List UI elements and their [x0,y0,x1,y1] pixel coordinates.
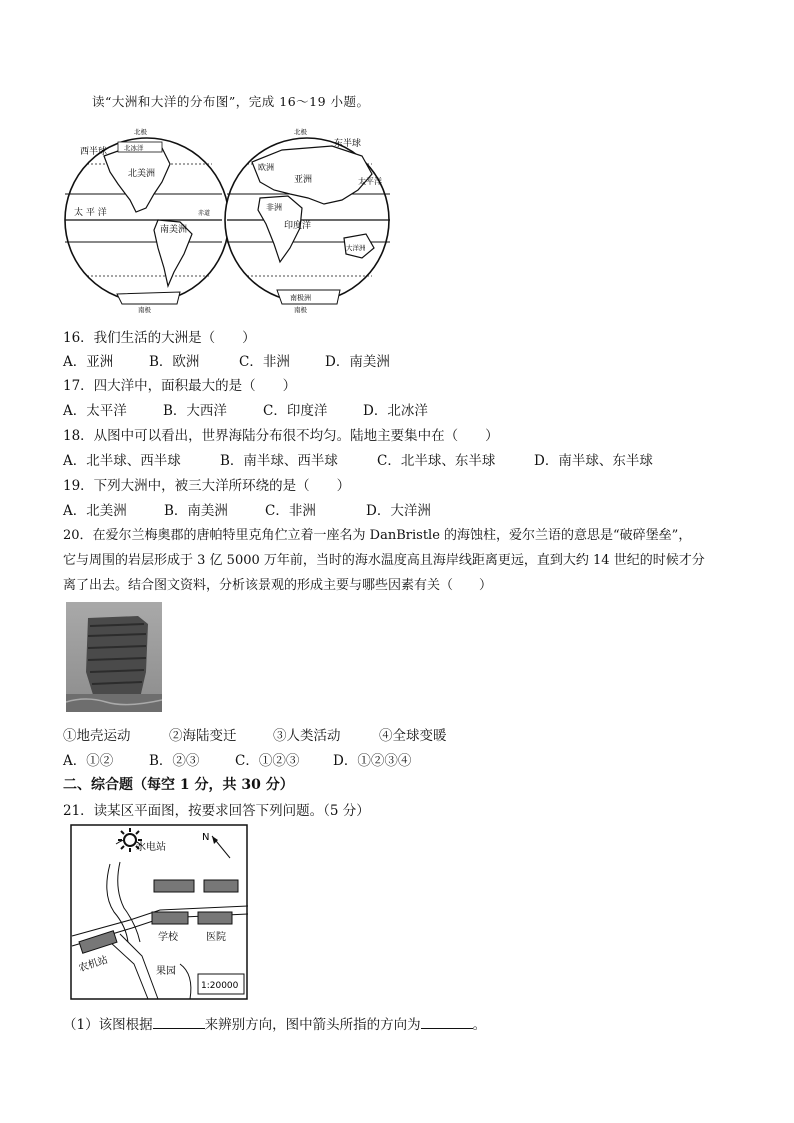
option[interactable]: D．南半球、东半球 [534,453,653,469]
question-20-line3: 离了出去。结合图文资料，分析该景观的形成主要与哪些因素有关（ ） [63,578,493,593]
option[interactable]: B．南半球、西半球 [220,453,338,469]
question-16-options [63,350,390,370]
section-2-heading: 二、综合题（每空 1 分，共 30 分） [63,777,294,793]
factor-item: ③人类活动 [273,728,341,744]
question-17-options [63,399,428,419]
question-20-options [63,749,411,769]
africa-label: 非洲 [266,203,282,212]
west-hemisphere-label: 西半球 [80,147,108,157]
area-plan-map [70,824,248,1000]
north-label: N [202,832,210,843]
south-america-label: 南美洲 [160,225,188,235]
scale-label: 1:20000 [201,981,239,991]
question-20-factors [63,724,447,744]
option[interactable]: D．南美洲 [325,354,390,370]
factor-item: ④全球变暖 [379,728,447,744]
south-pole-label-west: 南极 [138,306,151,314]
south-pole-label-east: 南极 [294,306,307,314]
option[interactable]: A．北美洲 [63,503,127,519]
option[interactable]: A．①② [63,753,114,769]
sea-stack-photo [66,602,162,712]
option[interactable]: D．①②③④ [333,753,412,769]
antarctica-label: 南极洲 [290,294,311,302]
north-pole-label-east: 北极 [294,128,307,136]
option[interactable]: B．欧洲 [149,354,200,370]
farm-station-label: 农机站 [77,954,110,975]
indian-ocean-label: 印度洋 [284,221,312,231]
question-16: 16．我们生活的大洲是（ ） [63,330,256,346]
equator-label: 赤道 [198,210,211,217]
continents-oceans-map [62,124,392,316]
question-21: 21．读某区平面图，按要求回答下列问题。（5 分） [63,803,370,819]
question-18-options [63,449,653,469]
option[interactable]: A．北半球、西半球 [63,453,181,469]
option[interactable]: C．非洲 [265,503,316,519]
factor-item: ②海陆变迁 [169,728,237,744]
option[interactable]: B．大西洋 [163,403,227,419]
option[interactable]: C．印度洋 [263,403,328,419]
option[interactable]: A．太平洋 [63,403,127,419]
option[interactable]: D．大洋洲 [366,503,431,519]
sub1-text-b: 来辨别方向，图中箭头所指的方向为 [204,1017,421,1033]
pacific-label: 太 平 洋 [74,208,107,218]
answer-blank-2[interactable] [421,1015,473,1029]
option[interactable]: D．北冰洋 [363,403,428,419]
option[interactable]: B．南美洲 [164,503,228,519]
western-hemisphere [65,138,229,304]
option[interactable]: C．非洲 [239,354,290,370]
question-21-sub1 [63,1013,486,1033]
hydro-station-label: 水电站 [136,842,166,853]
arctic-ocean-label: 北冰洋 [124,144,144,152]
question-20-line2: 它与周围的岩层形成于 3 亿 5000 万年前，当时的海水温度高且海岸线距离更远，直到大约 14 世纪的时候才分 [63,553,705,568]
asia-label: 亚洲 [294,175,313,185]
orchard-label: 果园 [156,966,176,977]
school-label: 学校 [158,932,178,943]
sub1-text-a: （1）该图根据 [63,1017,153,1033]
pacific-east-label: 太平洋 [358,177,382,186]
question-19-options [63,499,431,519]
question-20-line1: 20．在爱尔兰梅奥郡的唐帕特里克角伫立着一座名为 DanBristle 的海蚀柱，爱尔兰语的意思是“破碎堡垒”， [63,528,692,543]
answer-blank-1[interactable] [153,1015,205,1029]
north-pole-label-west: 北极 [134,128,147,136]
east-hemisphere-label: 东半球 [334,139,362,149]
factor-item: ①地壳运动 [63,728,131,744]
option[interactable]: B．②③ [149,753,200,769]
option[interactable]: C．①②③ [235,753,300,769]
oceania-label: 大洋洲 [346,244,366,252]
hospital-label: 医院 [206,932,226,943]
question-18: 18．从图中可以看出，世界海陆分布很不均匀。陆地主要集中在（ ） [63,428,499,444]
option[interactable]: A．亚洲 [63,354,114,370]
question-17: 17．四大洋中，面积最大的是（ ） [63,378,297,394]
question-19: 19．下列大洲中，被三大洋所环绕的是（ ） [63,478,351,494]
intro-text: 读“大洲和大洋的分布图”，完成 16～19 小题。 [92,94,370,109]
sub1-text-c: 。 [472,1017,487,1033]
north-america-label: 北美洲 [128,169,156,179]
option[interactable]: C．北半球、东半球 [377,453,496,469]
europe-label: 欧洲 [258,163,274,172]
